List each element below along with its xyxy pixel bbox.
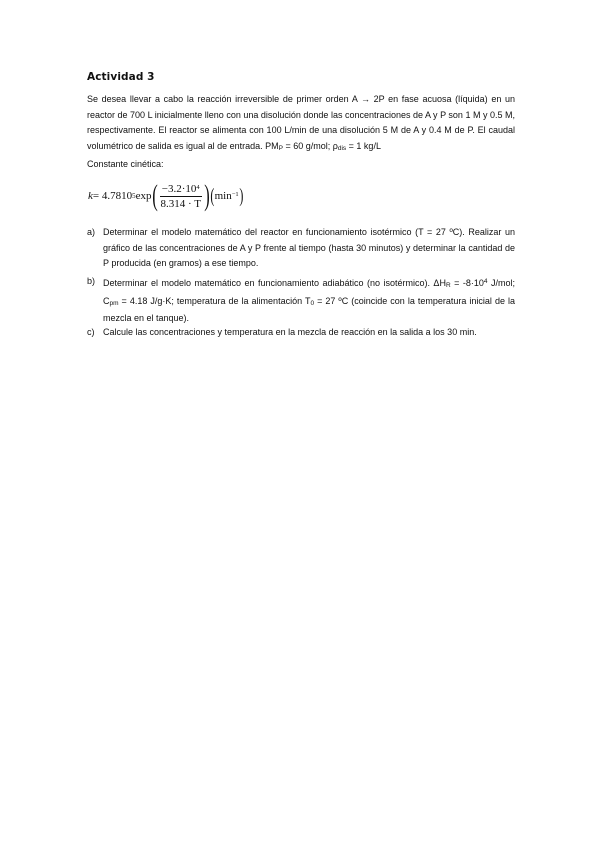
activity-title: Actividad 3 xyxy=(87,71,155,83)
item-marker: a) xyxy=(87,227,96,237)
formula-prefactor-power: 5 xyxy=(132,192,136,200)
pm-subscript: P xyxy=(278,144,283,152)
formula-units: $\min^{-1}$ xyxy=(214,190,239,202)
formula-exp: exp xyxy=(135,190,152,202)
close-paren-large: ) xyxy=(204,179,210,212)
item-text: Calcule las concentraciones y temperatura en la mezcla de reacción en la salida a los 30 min. xyxy=(103,327,477,337)
rho-subscript: dis xyxy=(337,144,347,152)
list-item xyxy=(87,325,515,341)
kinetic-constant-formula xyxy=(88,176,243,216)
kinetic-constant-label: Constante cinética: xyxy=(87,159,164,169)
open-paren-units: ( xyxy=(210,185,215,207)
problem-statement xyxy=(87,92,515,156)
intro-text-2: = 60 g/mol; ρ xyxy=(282,140,338,151)
item-text: Determinar el modelo matemático del reactor en funcionamiento isotérmico (T = 27 ºC). Realizar un gráfico de las concentraciones de A y P frente al tiempo (hasta 30 minutos) y determinar la cantidad de P producida (en gramos) a ese tiempo. xyxy=(103,227,515,268)
intro-text-3: = 1 kg/L xyxy=(346,140,381,151)
list-item xyxy=(87,274,515,327)
open-paren-large: ( xyxy=(151,179,158,212)
item-text: Determinar el modelo matemático en funcionamiento adiabático (no isotérmico). $\Delta H_R = -8\cdot 10^4$ J/mol; $C_{pm} = 4.18$ J/g·K; temperatura de la alimentación $T_0 = 27$ ºC (coincide con la temperatura inicial de la mezcla en el tanque). xyxy=(103,278,516,323)
formula-fraction xyxy=(159,183,203,210)
formula-numerator: $-3.2\cdot 10^4$ xyxy=(161,182,200,195)
intro-text-1: Se desea llevar a cabo la reacción irreversible de primer orden A → 2P en fase acuosa (líquida) en un reactor de 700 L inicialmente lleno con una disolución donde las concentraciones de A y P son 1 M y 0.5 M, respectivamente. El reactor se alimenta con 100 L/min de una disolución 5 M de A y 0.4 M de P. El caudal volumétrico de salida es igual al de entrada. PM xyxy=(87,94,515,151)
formula-prefactor: = 4.7810 xyxy=(92,190,133,202)
list-item xyxy=(87,225,515,272)
formula-denominator: 8.314 · T xyxy=(160,197,201,210)
item-marker: c) xyxy=(87,327,95,337)
item-marker: b) xyxy=(87,276,96,286)
close-paren-units: ) xyxy=(238,185,243,207)
formula-lhs: k xyxy=(88,190,93,202)
